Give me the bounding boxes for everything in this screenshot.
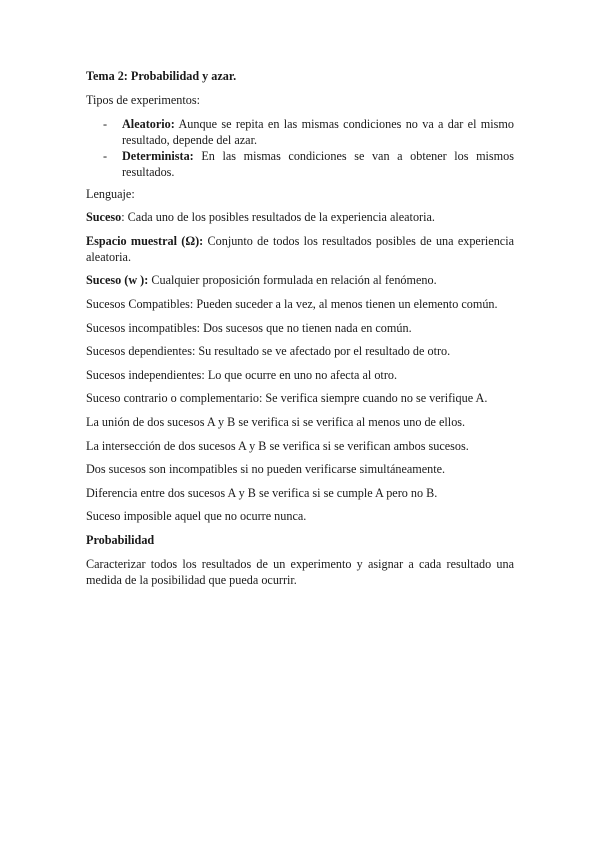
list-item bbox=[86, 148, 514, 180]
term-determinista: Determinista: bbox=[122, 148, 194, 163]
document-title: Tema 2: Probabilidad y azar. bbox=[86, 69, 237, 83]
list-dash: - bbox=[103, 148, 108, 163]
definition-line: Diferencia entre dos sucesos A y B se verifica si se cumple A pero no B. bbox=[86, 485, 438, 500]
definition-line: Sucesos incompatibles: Dos sucesos que no tienen nada en común. bbox=[86, 320, 412, 335]
experiments-intro: Tipos de experimentos: bbox=[86, 93, 200, 107]
definition-text: Aunque se repita en las mismas condiciones no va a dar el mismo resultado, depende del azar. bbox=[122, 116, 514, 147]
term-suceso: Suceso bbox=[86, 210, 122, 225]
list-dash: - bbox=[103, 116, 108, 131]
definition-line: Sucesos dependientes: Su resultado se ve afectado por el resultado de otro. bbox=[86, 344, 451, 359]
definition-text: : Cada uno de los posibles resultados de la experiencia aleatoria. bbox=[121, 210, 435, 225]
definition-suceso-w bbox=[86, 272, 514, 288]
definition-line: Sucesos independientes: Lo que ocurre en uno no afecta al otro. bbox=[86, 367, 398, 382]
language-label: Lenguaje: bbox=[86, 186, 135, 201]
definition-espacio-muestral bbox=[86, 233, 514, 265]
list-item bbox=[86, 116, 514, 148]
definition-line: Dos sucesos son incompatibles si no pueden verificarse simultáneamente. bbox=[86, 462, 446, 477]
definition-line: La intersección de dos sucesos A y B se verifica si se verifican ambos sucesos. bbox=[86, 438, 469, 453]
document-body bbox=[86, 68, 514, 596]
definition-line: Suceso contrario o complementario: Se verifica siempre cuando no se verifique A. bbox=[86, 391, 488, 406]
experiment-types-list bbox=[86, 116, 514, 180]
term-espacio-muestral: Espacio muestral (Ω): bbox=[86, 233, 204, 248]
term-suceso-w: Suceso (w ): bbox=[86, 273, 149, 288]
term-aleatorio: Aleatorio: bbox=[122, 116, 175, 131]
definition-suceso bbox=[86, 209, 514, 225]
definition-line: La unión de dos sucesos A y B se verifica si se verifica al menos uno de ellos. bbox=[86, 414, 466, 429]
definition-line: Sucesos Compatibles: Pueden suceder a la vez, al menos tienen un elemento común. bbox=[86, 296, 498, 311]
definition-line: Suceso imposible aquel que no ocurre nunca. bbox=[86, 509, 307, 524]
definition-text: En las mismas condiciones se van a obtener los mismos resultados. bbox=[122, 148, 514, 179]
section-heading-probabilidad: Probabilidad bbox=[86, 532, 155, 547]
probabilidad-paragraph: Caracterizar todos los resultados de un experimento y asignar a cada resultado una medida de la posibilidad que pueda ocurrir. bbox=[86, 556, 514, 587]
definition-text: Conjunto de todos los resultados posibles de una experiencia aleatoria. bbox=[86, 233, 514, 264]
definition-text: Cualquier proposición formulada en relación al fenómeno. bbox=[148, 273, 437, 288]
